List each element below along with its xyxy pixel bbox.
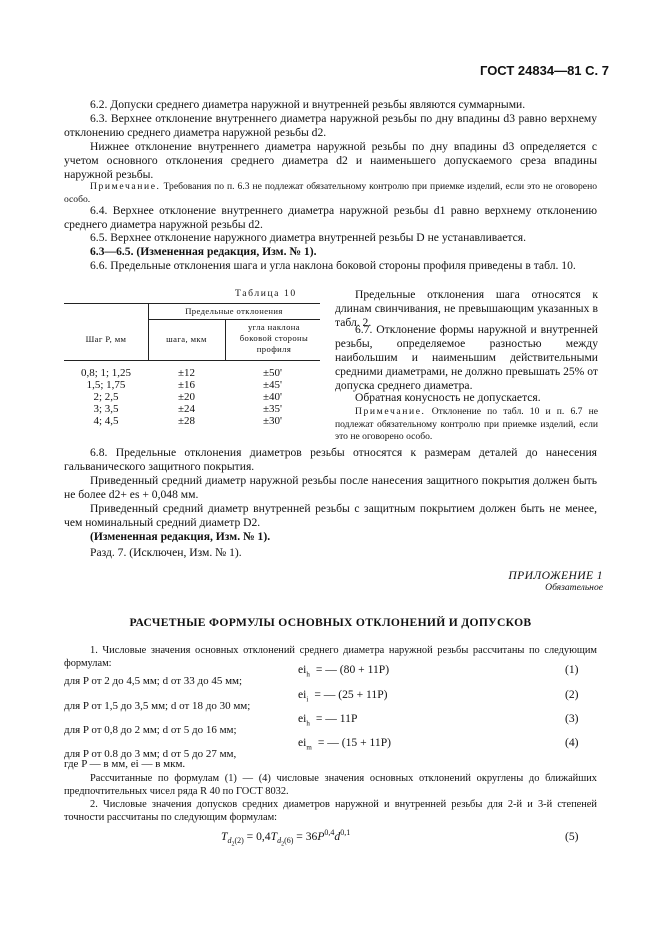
page-header: ГОСТ 24834—81 С. 7 <box>480 63 609 78</box>
table-col3-header: угла наклона боковой стороны профиля <box>239 322 309 354</box>
table-cell-step: ±16 <box>177 379 196 391</box>
formula-number: (3) <box>565 712 579 725</box>
table-cell-angle: ±30' <box>262 415 283 427</box>
formula-condition: для P от 1,5 до 3,5 мм; d от 18 до 30 мм; <box>64 700 251 712</box>
table-col2-header: шага, мкм <box>166 334 207 344</box>
formula-rhs: = — (25 + 11P) <box>314 688 388 701</box>
table-cell-pitch: 1,5; 1,75 <box>86 379 126 391</box>
formula-lhs: ei <box>298 688 307 701</box>
formula-condition: для P от 0.8 до 3 мм; d от 5 до 27 мм, <box>64 748 237 760</box>
formula-5: $T_{d_2(2)} = 0,4T_{d_2(6)} = 36P^{0,4}d^{0,1}$ <box>221 828 351 848</box>
formula-number: (4) <box>565 736 579 749</box>
table-cell-step: ±24 <box>177 403 196 415</box>
right-para-1: Предельные отклонения шага относятся к длинам свинчивания, не превышающим указанных в табл. 2. <box>335 288 598 329</box>
appendix-title: ПРИЛОЖЕНИЕ 1 <box>508 569 603 582</box>
table-top-rule <box>64 303 320 304</box>
right-para-6-7: 6.7. Отклонение формы наружной и внутренней резьбы, определяемое разностью между наибольшим и наименьшим действительными средними диаметрами, не должно превышать 25% от допуска среднего диаметра. <box>335 323 598 392</box>
right-note: Примечание. Отклонение по табл. 10 и п. 6.7 не подлежат обязательному контролю при приемке изделий, если это не оговорено особо. <box>335 406 599 442</box>
table-cell-angle: ±35' <box>262 403 283 415</box>
formula-condition: для P от 2 до 4,5 мм; d от 33 до 45 мм; <box>64 675 243 687</box>
table-cell-pitch: 3; 3,5 <box>93 403 119 415</box>
note-6-3: Примечание. Требования по п. 6.3 не подлежат обязательному контролю при приемке изделий, если это не оговорено особо. <box>64 181 597 205</box>
para-6-5: 6.5. Верхнее отклонение наружного диаметра внутренней резьбы D не устанавливается. <box>90 231 526 244</box>
formula-sub: h <box>306 719 310 728</box>
where-line: где P — в мм, ei — в мкм. <box>64 758 186 770</box>
para-6-4: 6.4. Верхнее отклонение внутреннего диаметра наружной резьбы d1 равно верхнему отклонению среднего диаметра наружной резьбы d2. <box>64 204 597 231</box>
formula-condition: для P от 0,8 до 2 мм; d от 5 до 16 мм; <box>64 724 237 736</box>
formula <box>298 712 357 727</box>
table-cell-pitch: 4; 4,5 <box>93 415 119 427</box>
para-6-6: 6.6. Предельные отклонения шага и угла наклона боковой стороны профиля приведены в табл. 10. <box>90 259 576 272</box>
table-group-header: Предельные отклонения <box>185 306 283 316</box>
amendment-6-3-6-5: 6.3—6.5. (Измененная редакция, Изм. № 1). <box>90 245 317 258</box>
appendix-subtitle: Обязательное <box>545 582 603 593</box>
section-title: РАСЧЕТНЫЕ ФОРМУЛЫ ОСНОВНЫХ ОТКЛОНЕНИЙ И ДОПУСКОВ <box>129 616 532 629</box>
table-col1-header: Шаг P, мм <box>85 334 127 344</box>
table-vline-2 <box>225 319 226 360</box>
formulas-intro: 1. Числовые значения основных отклонений среднего диаметра наружной резьбы рассчитаны по следующим формулам: <box>64 645 597 669</box>
formula-sub: h <box>306 670 310 679</box>
para-coating-inner: Приведенный средний диаметр внутренней резьбы с защитным покрытием должен быть не менее, чем номинальный средний диаметр D2. <box>64 502 597 529</box>
formula-lhs: ei <box>298 663 307 676</box>
formula-sub: i <box>306 695 309 704</box>
formula-lhs: ei <box>298 736 307 749</box>
table-cell-step: ±28 <box>177 415 196 427</box>
para-coating-outer: Приведенный средний диаметр наружной резьбы после нанесения защитного покрытия должен быть не более d2+ es + 0,048 мм. <box>64 474 597 501</box>
formula-lhs: ei <box>298 712 307 725</box>
table-cell-pitch: 0,8; 1; 1,25 <box>80 367 132 379</box>
para-6-8: 6.8. Предельные отклонения диаметров резьбы относятся к размерам деталей до нанесения гальванического защитного покрытия. <box>64 446 597 473</box>
table-cell-pitch: 2; 2,5 <box>93 391 119 403</box>
table-caption: Таблица 10 <box>235 288 297 299</box>
formula <box>298 688 388 703</box>
para-6-3-lower: Нижнее отклонение внутреннего диаметра наружной резьбы по дну впадины d3 определяется с учетом основного отклонения среднего диаметра d2 и наименьшего допускаемого среза впадины наружной резьбы. <box>64 140 597 181</box>
para-6-2: 6.2. Допуски среднего диаметра наружной и внутренней резьбы являются суммарными. <box>90 98 526 111</box>
section-7-note: Разд. 7. (Исключен, Изм. № 1). <box>90 546 242 559</box>
formula-rhs: = — (15 + 11P) <box>317 736 392 749</box>
formula-rhs: = — (80 + 11P) <box>315 663 390 676</box>
formula <box>298 663 389 678</box>
table-cell-angle: ±45' <box>262 379 283 391</box>
table-group-rule <box>148 319 320 320</box>
table-cell-step: ±12 <box>177 367 196 379</box>
table-cell-angle: ±40' <box>262 391 283 403</box>
formula-number: (1) <box>565 663 579 676</box>
rounding-para: Рассчитанные по формулам (1) — (4) числовые значения основных отклонений округлены до ближайших предпочтительных чисел ряда R 40 по ГОСТ 8032. <box>64 773 597 797</box>
table-header-rule <box>64 360 320 361</box>
amendment-coating: (Измененная редакция, Изм. № 1). <box>90 530 271 543</box>
table-cell-step: ±20 <box>177 391 196 403</box>
tolerance-intro: 2. Числовые значения допусков средних диаметров наружной и внутренней резьбы для 2-й и 3-й степеней точности рассчитаны по следующим формулам: <box>64 799 597 823</box>
right-para-reverse-taper: Обратная конусность не допускается. <box>355 391 541 404</box>
formula <box>298 736 391 751</box>
formula-rhs: = — 11P <box>315 712 358 725</box>
formula-number: (2) <box>565 688 579 701</box>
formula-sub: m <box>306 743 312 752</box>
para-6-3: 6.3. Верхнее отклонение внутреннего диаметра наружной резьбы по дну впадины d3 равно верхнему отклонению среднего диаметра наружной резьбы d2. <box>64 112 597 139</box>
formula-5-number: (5) <box>565 830 579 843</box>
table-cell-angle: ±50' <box>262 367 283 379</box>
